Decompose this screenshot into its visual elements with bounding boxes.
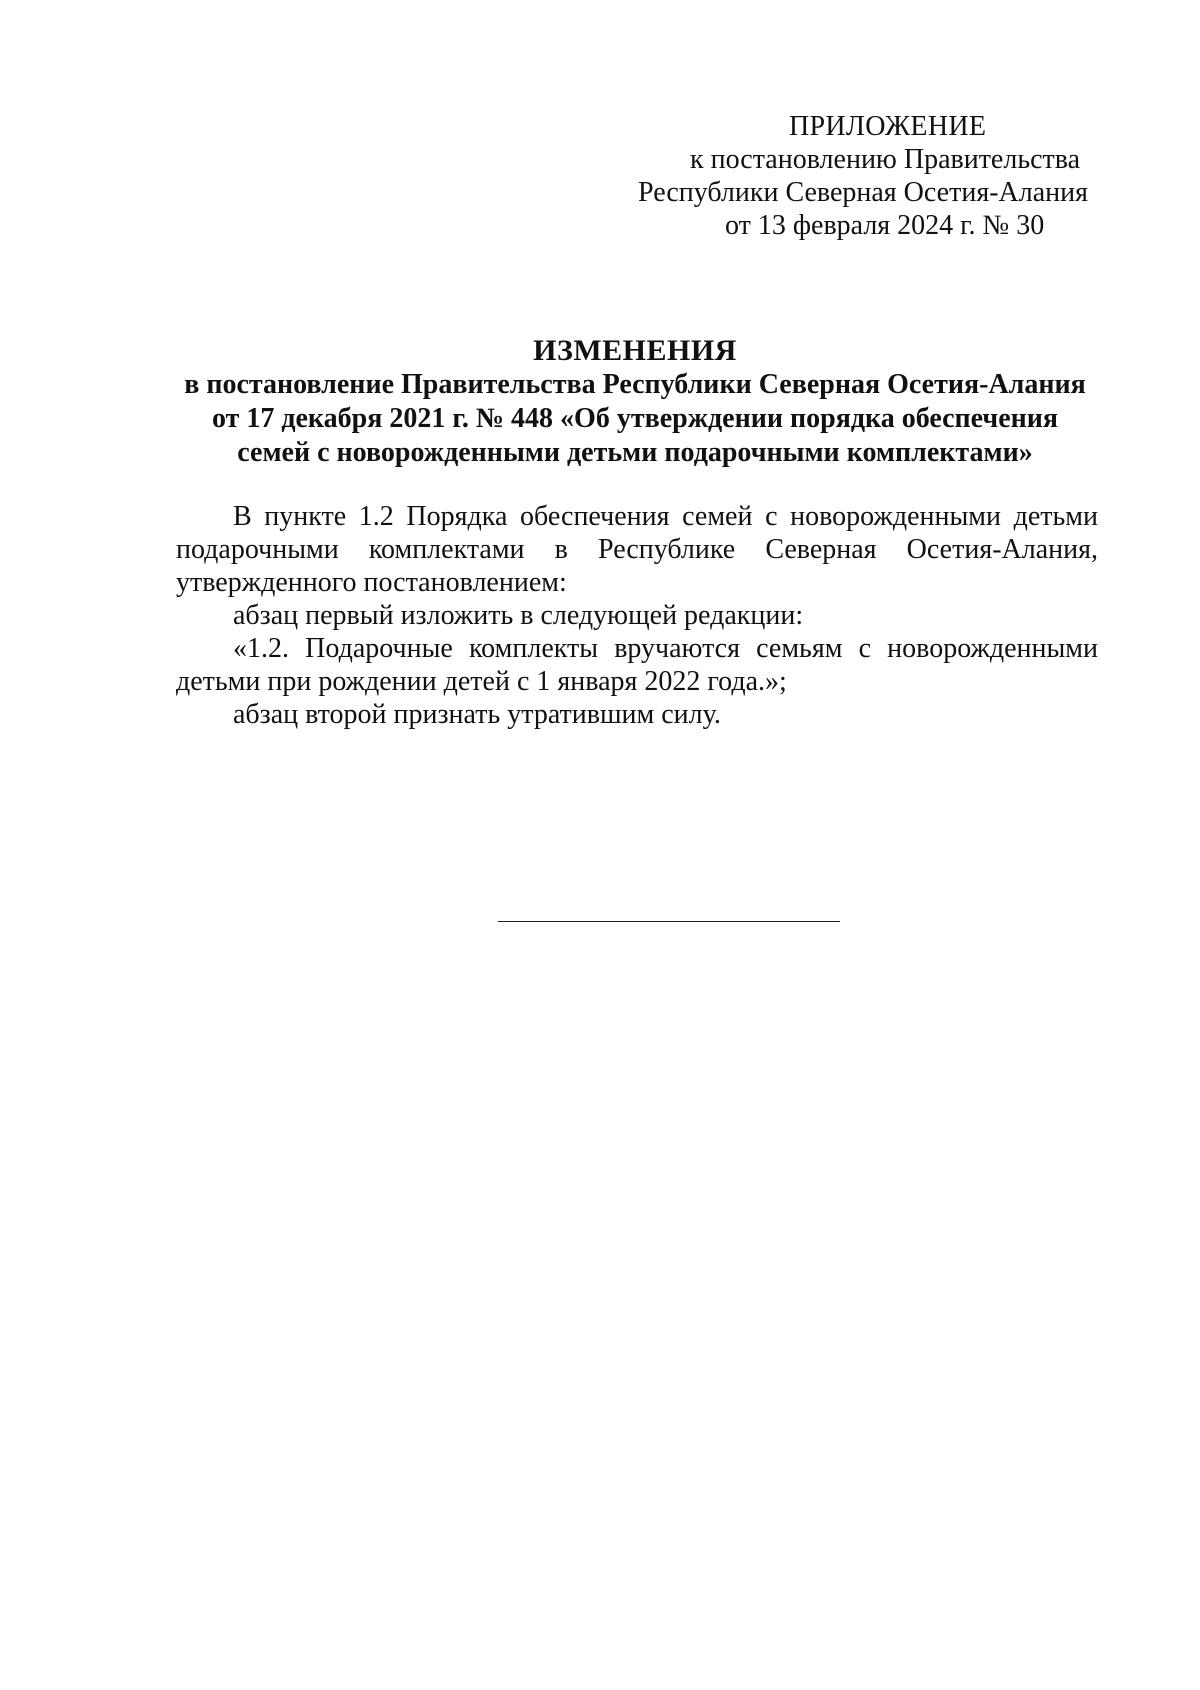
body-paragraph-1: В пункте 1.2 Порядка обеспечения семей с новорожденными детьми подарочными комплектами в Республике Северная Осетия-Алания, утвержденного постановлением: (176, 501, 1098, 598)
appendix-line-1: к постановлению Правительства (690, 144, 1081, 175)
document-heading (150, 334, 1120, 470)
heading-line-1: в постановление Правительства Республики Северная Осетия-Алания (184, 369, 1086, 400)
appendix-line-3: от 13 февраля 2024 г. № 30 (725, 210, 1045, 241)
heading-line-2: от 17 декабря 2021 г. № 448 «Об утверждении порядка обеспечения (211, 403, 1059, 434)
body-paragraph-3: «1.2. Подарочные комплекты вручаются семьям с новорожденными детьми при рождении детей с 1 января 2022 года.»; (176, 633, 1098, 697)
appendix-block (630, 110, 1100, 242)
body-paragraph-2: абзац первый изложить в следующей редакции: (233, 600, 804, 631)
appendix-title: ПРИЛОЖЕНИЕ (789, 111, 987, 142)
body-paragraph-4: абзац второй признать утратившим силу. (233, 699, 721, 730)
end-divider (498, 921, 840, 922)
appendix-line-2: Республики Северная Осетия-Алания (638, 177, 1088, 208)
heading-title: ИЗМЕНЕНИЯ (533, 334, 737, 367)
heading-line-3: семей с новорожденными детьми подарочными комплектами» (237, 437, 1033, 468)
document-body (176, 500, 1098, 731)
